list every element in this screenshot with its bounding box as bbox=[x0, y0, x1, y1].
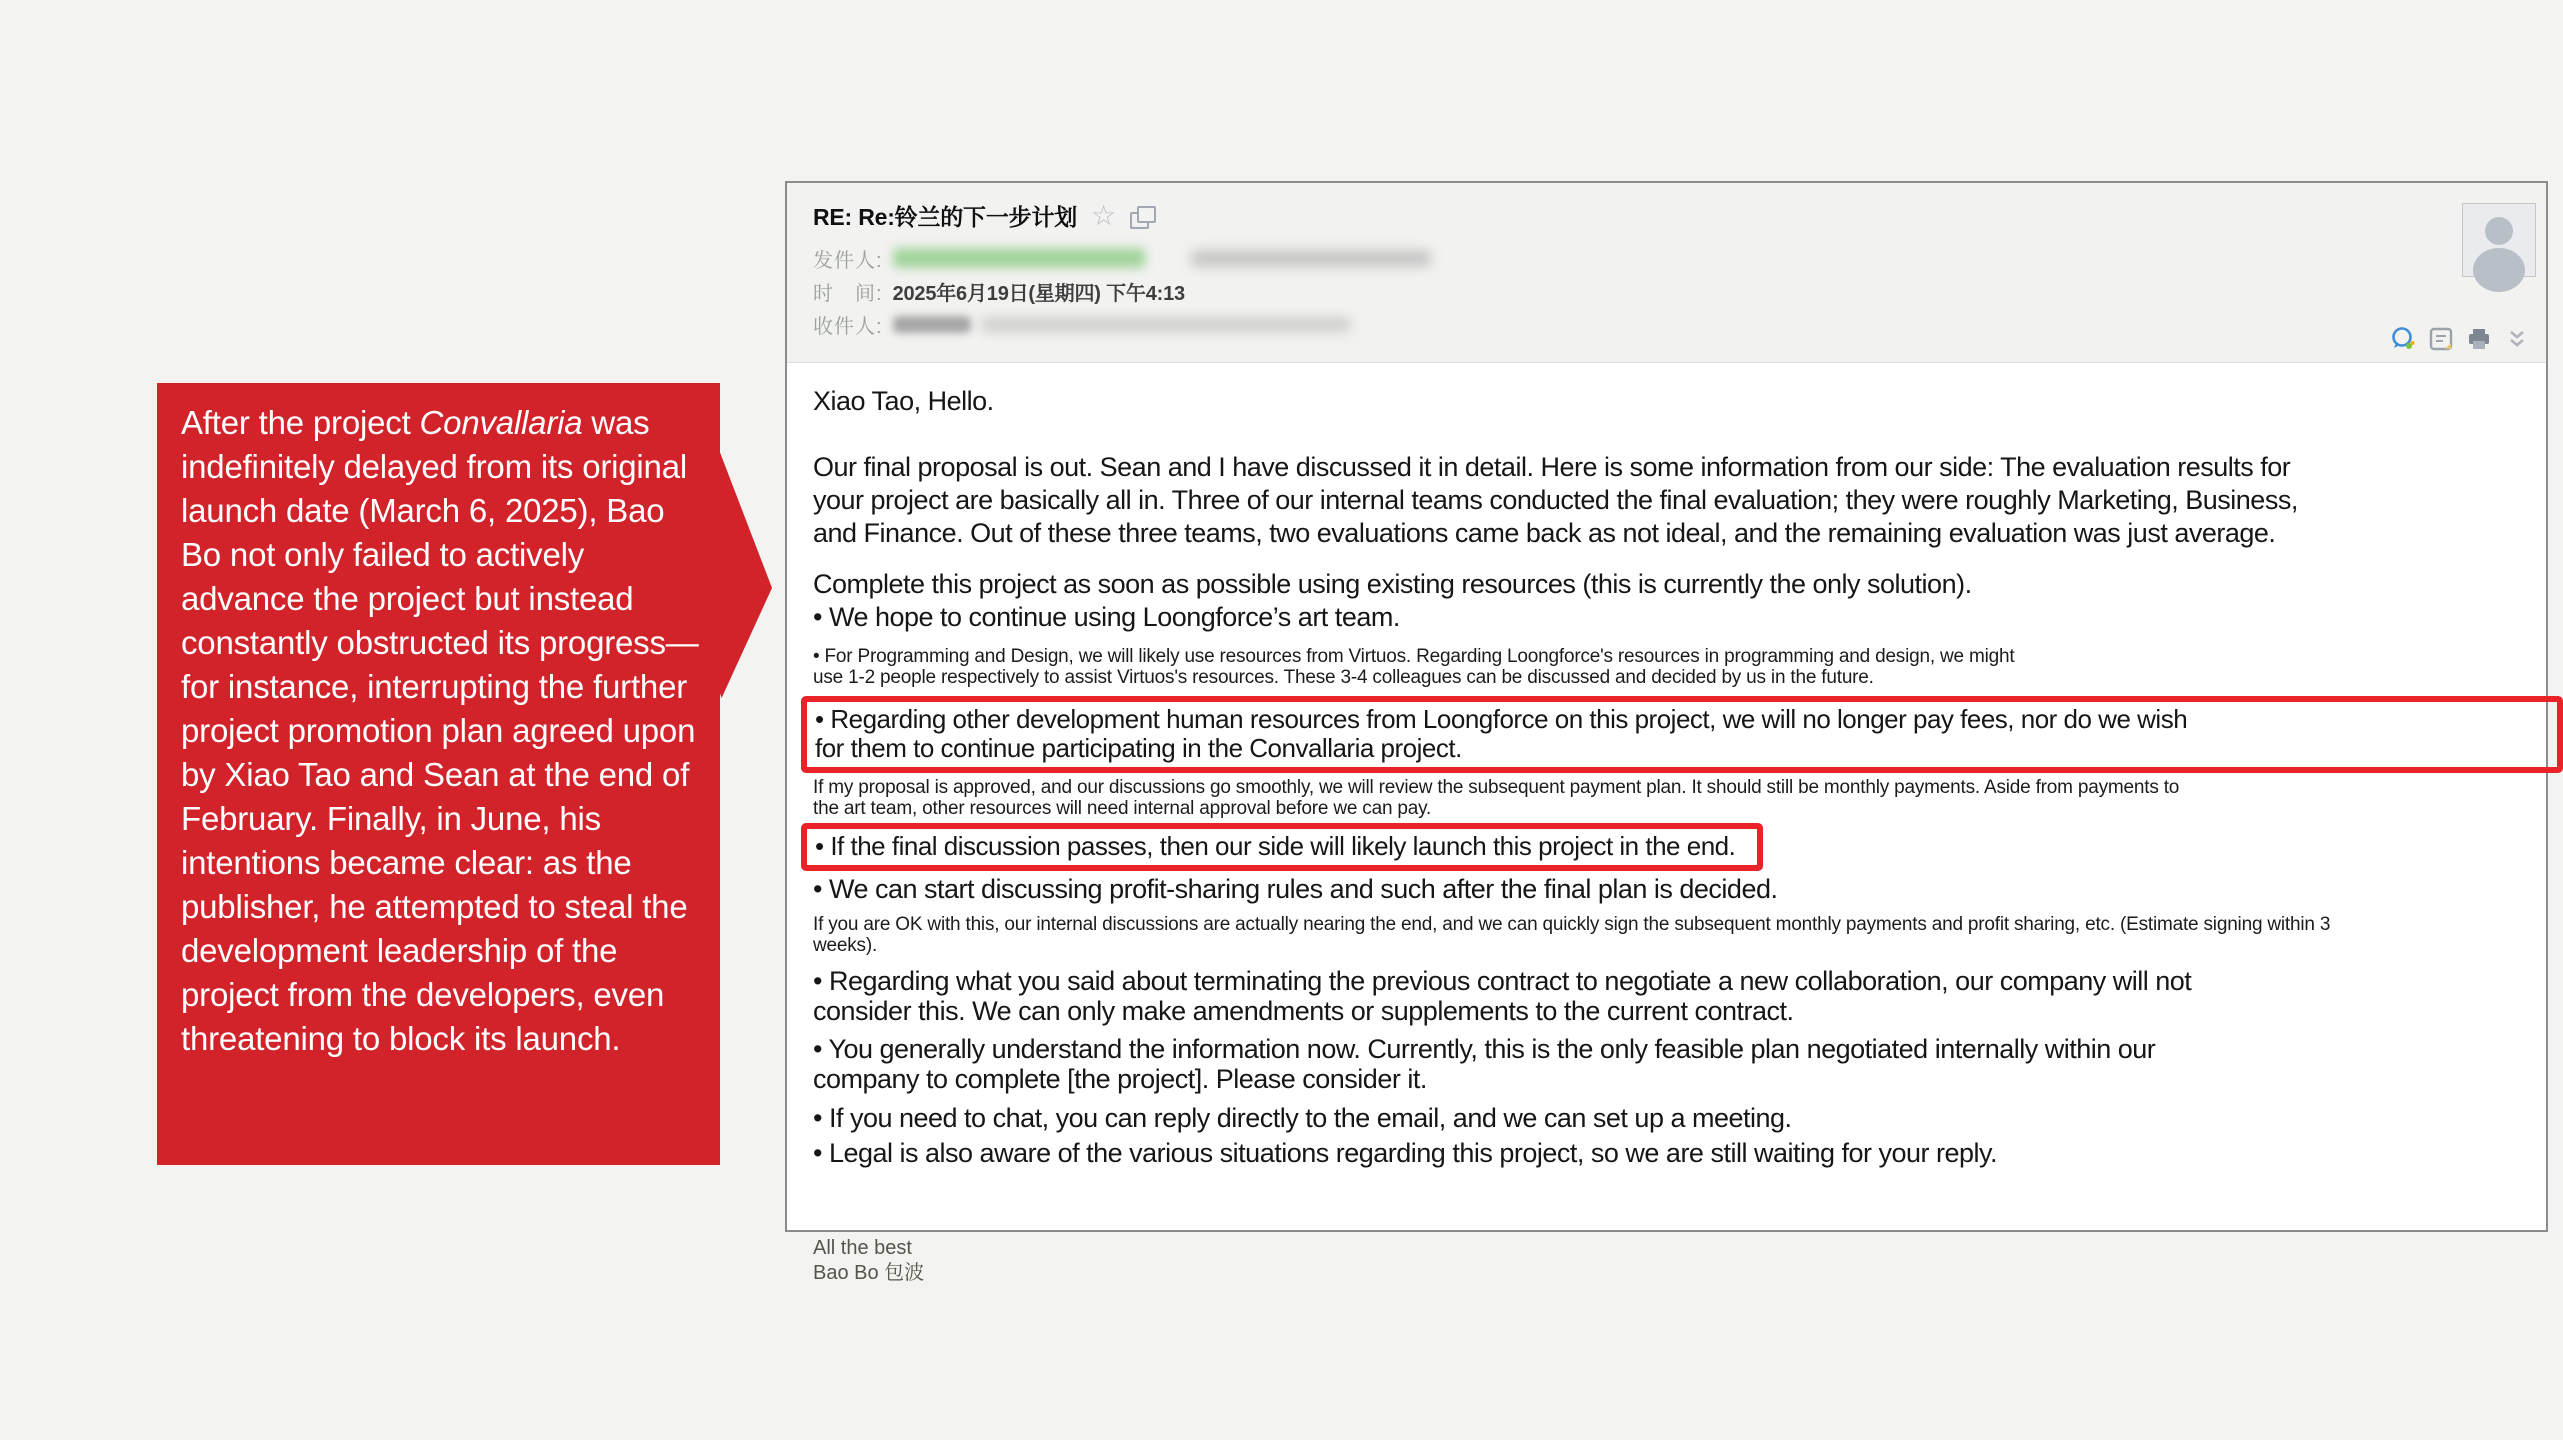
text-line: consider this. We can only make amendments or supplements to the current contract. bbox=[813, 996, 1794, 1026]
avatar[interactable] bbox=[2462, 203, 2536, 277]
email-body bbox=[787, 363, 2546, 1284]
bullet-programming-design bbox=[813, 646, 2546, 688]
recipient-label: 收件人: bbox=[813, 315, 883, 338]
bullet-art-team: • We hope to continue using Loongforce’s art team. bbox=[813, 602, 1400, 632]
text-line: If you are OK with this, our internal discussions are actually nearing the end, and we can quickly sign the subsequent monthly payments and profit sharing, etc. (Estimate signing within 3 bbox=[813, 914, 2331, 935]
annotation-callout bbox=[157, 383, 720, 1165]
bullet-profit-sharing: • We can start discussing profit-sharing rules and such after the final plan is decided. bbox=[813, 874, 1778, 904]
toolbar-actions bbox=[2390, 326, 2530, 352]
star-icon[interactable]: ☆ bbox=[1091, 199, 1117, 231]
chat-history-icon[interactable] bbox=[2390, 326, 2416, 352]
solution-intro: Complete this project as soon as possible using existing resources (this is currently the only solution). bbox=[813, 569, 1972, 599]
text-line: • For Programming and Design, we will likely use resources from Virtuos. Regarding Loongforce's resources in programming and design, we might bbox=[813, 646, 2015, 667]
open-in-new-window-icon[interactable] bbox=[1130, 204, 1154, 228]
highlight-box-launch: • If the final discussion passes, then our side will likely launch this project in the end. bbox=[801, 823, 1763, 871]
sender-row bbox=[813, 245, 1431, 271]
bullet-contract bbox=[813, 966, 2546, 1026]
text-line: and Finance. Out of these three teams, two evaluations came back as not ideal, and the remaining evaluation was just average. bbox=[813, 518, 2276, 548]
text-line: Our final proposal is out. Sean and I have discussed it in detail. Here is some information from our side: The evaluation results for bbox=[813, 452, 2291, 482]
email-header bbox=[787, 183, 2546, 363]
email-panel bbox=[785, 181, 2548, 1284]
subject-row bbox=[813, 199, 1154, 232]
text-line: • Regarding what you said about terminating the previous contract to negotiate a new collaboration, our company will not bbox=[813, 966, 2192, 996]
note-sign-weeks bbox=[813, 914, 2546, 956]
recipient-email-redacted bbox=[981, 317, 1351, 332]
text-line: weeks). bbox=[813, 935, 878, 956]
sender-label: 发件人: bbox=[813, 249, 883, 272]
sender-email-redacted bbox=[893, 248, 1145, 268]
collapse-icon[interactable] bbox=[2504, 326, 2530, 352]
text-line: If my proposal is approved, and our discussions go smoothly, we will review the subsequent payment plan. It should still be monthly payments. Aside from payments to bbox=[813, 777, 2180, 798]
callout-pointer bbox=[716, 442, 772, 698]
callout-text-after: was indefinitely delayed from its original launch date (March 6, 2025), Bao Bo not only failed to actively advance the project but instead constantly obstructed its progress—for instance, interrupting the further project promotion plan agreed upon by Xiao Tao and Sean at the end of February. Finally, in June, his intentions became clear: as the publisher, he attempted to steal the development leadership of the project from the developers, even threatening to block its launch. bbox=[181, 404, 699, 1057]
text-line: • Regarding other development human resources from Loongforce on this project, we will no longer pay fees, nor do we wish bbox=[815, 704, 2188, 734]
bullet-legal: • Legal is also aware of the various situations regarding this project, so we are still waiting for your reply. bbox=[813, 1138, 1998, 1168]
recipient-row bbox=[813, 311, 1351, 337]
email-subject: RE: Re:铃兰的下一步计划 bbox=[813, 204, 1078, 230]
time-row bbox=[813, 278, 1185, 304]
paragraph-evaluation bbox=[813, 451, 2546, 550]
text-line: the art team, other resources will need internal approval before we can pay. bbox=[813, 798, 1432, 819]
callout-text-italic: Convallaria bbox=[419, 404, 583, 441]
bullet-reply-meeting: • If you need to chat, you can reply directly to the email, and we can set up a meeting. bbox=[813, 1103, 1792, 1133]
signoff: All the best bbox=[813, 1237, 912, 1259]
text-line: company to complete [the project]. Please consider it. bbox=[813, 1064, 1427, 1094]
callout-text-before: After the project bbox=[181, 404, 420, 441]
note-icon[interactable] bbox=[2428, 326, 2454, 352]
signature-block bbox=[813, 1236, 2546, 1286]
signature-name: Bao Bo 包波 bbox=[813, 1262, 925, 1284]
text-line: your project are basically all in. Three of our internal teams conducted the final evaluation; they were roughly Marketing, Business, bbox=[813, 485, 2298, 515]
print-icon[interactable] bbox=[2466, 326, 2492, 352]
highlight-box-no-fees bbox=[801, 696, 2563, 773]
greeting: Xiao Tao, Hello. bbox=[813, 386, 994, 416]
text-line: • You generally understand the information now. Currently, this is the only feasible plan negotiated internally within our bbox=[813, 1034, 2156, 1064]
text-line: for them to continue participating in the Convallaria project. bbox=[815, 733, 1462, 763]
sender-name-redacted bbox=[1191, 250, 1431, 267]
text-line: use 1-2 people respectively to assist Virtuos's resources. These 3-4 colleagues can be discussed and decided by us in the future. bbox=[813, 667, 1874, 688]
time-value: 2025年6月19日(星期四) 下午4:13 bbox=[892, 282, 1185, 305]
bullet-feasible-plan bbox=[813, 1034, 2546, 1094]
person-silhouette-icon bbox=[2463, 204, 2535, 276]
recipient-name-redacted bbox=[893, 316, 971, 333]
note-payment-plan bbox=[813, 777, 2546, 819]
time-label: 时 间: bbox=[813, 282, 883, 305]
